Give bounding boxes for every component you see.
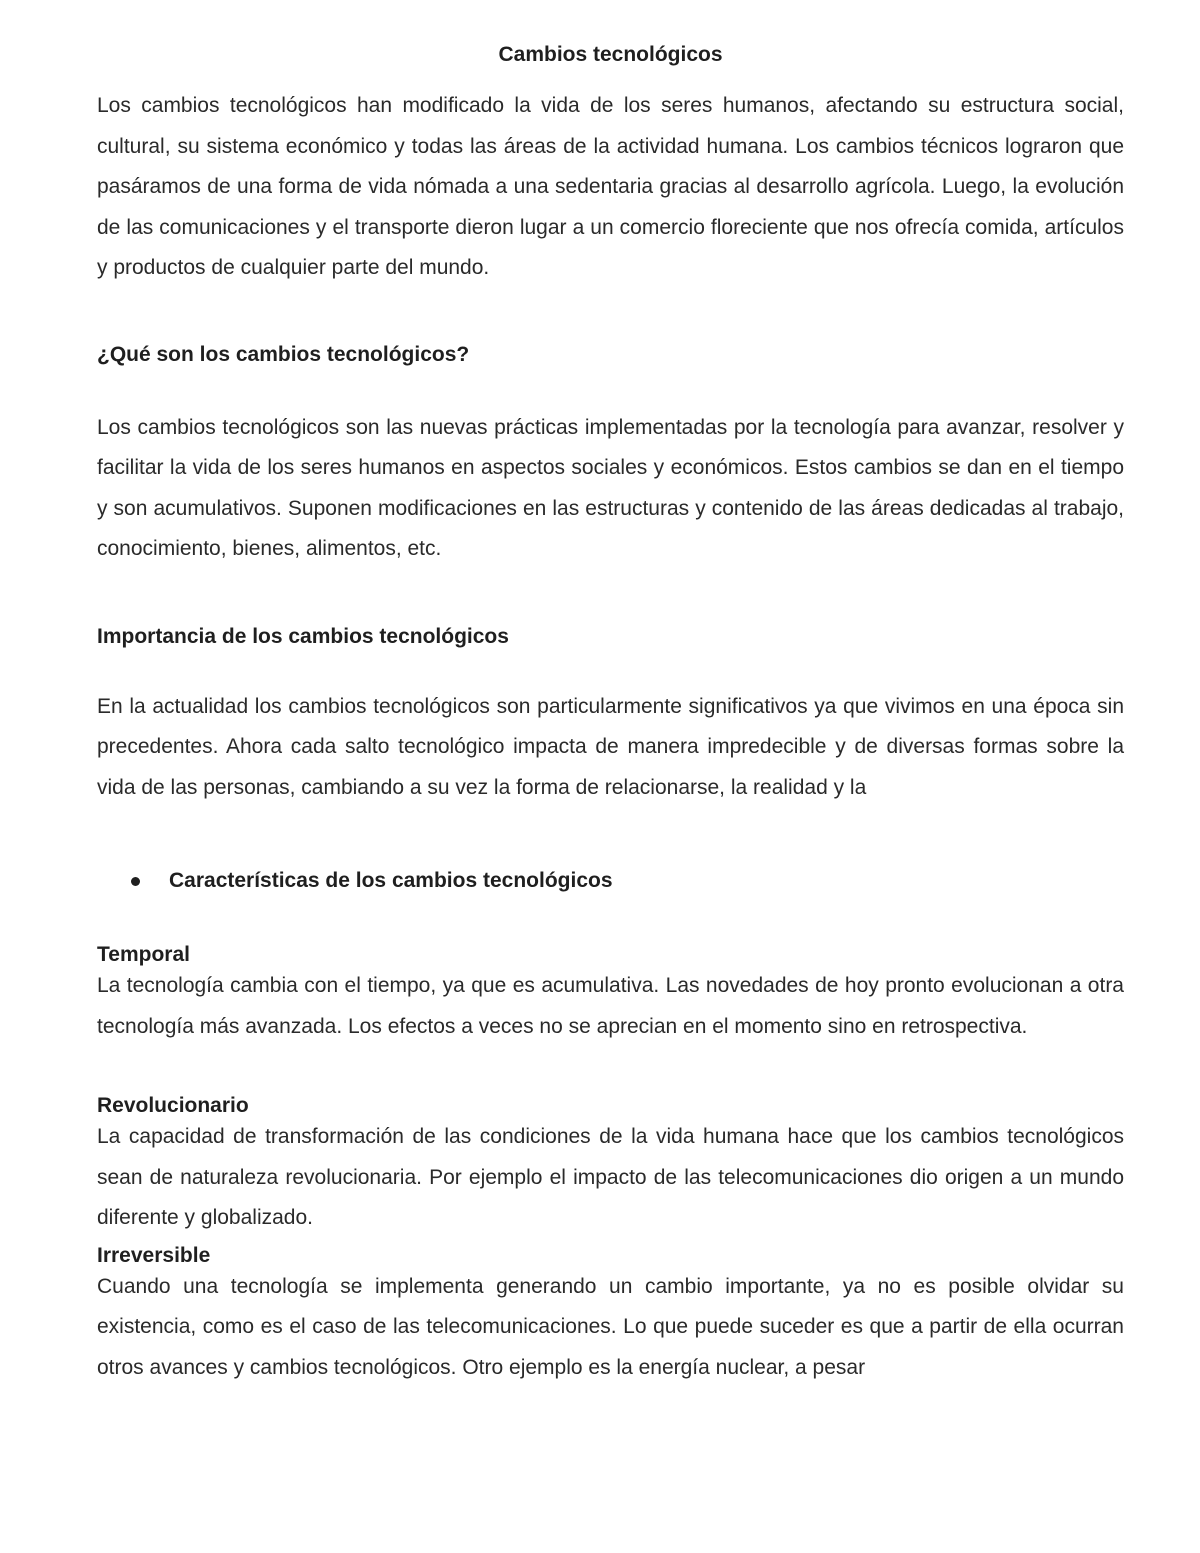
- document-page: [97, 40, 1124, 1388]
- subheading-temporal: Temporal: [97, 943, 190, 966]
- section-paragraph-what-are: Los cambios tecnológicos son las nuevas prácticas implementadas por la tecnología para avanzar, resolver y facilitar la vida de los seres humanos en aspectos sociales y económicos. Estos cambios se dan en el tiempo y son acumulativos. Suponen modificaciones en las estructuras y contenido de las áreas dedicadas al trabajo, conocimiento, bienes, alimentos, etc.: [97, 415, 1124, 560]
- paragraph-temporal: La tecnología cambia con el tiempo, ya que es acumulativa. Las novedades de hoy pronto evolucionan a otra tecnología más avanzada. Los efectos a veces no se aprecian en el momento sino en retrospectiva.: [97, 974, 1124, 1038]
- bullet-icon: [131, 877, 140, 886]
- section-heading-importance: Importancia de los cambios tecnológicos: [97, 624, 509, 648]
- subheading-revolucionario: Revolucionario: [97, 1094, 249, 1117]
- paragraph-irreversible: Cuando una tecnología se implementa generando un cambio importante, ya no es posible olvidar su existencia, como es el caso de las telecomunicaciones. Lo que puede suceder es que a partir de ella ocurran otros avances y cambios tecnológicos. Otro ejemplo es la energía nuclear, a pesar: [97, 1274, 1124, 1379]
- section-heading-characteristics: Características de los cambios tecnológicos: [169, 869, 613, 892]
- section-paragraph-importance: En la actualidad los cambios tecnológicos son particularmente significativos ya que vivimos en una época sin precedentes. Ahora cada salto tecnológico impacta de manera impredecible y de diversas formas sobre la vida de las personas, cambiando a su vez la forma de relacionarse, la realidad y la: [97, 694, 1124, 799]
- intro-paragraph: Los cambios tecnológicos han modificado la vida de los seres humanos, afectando su estructura social, cultural, su sistema económico y todas las áreas de la actividad humana. Los cambios técnicos lograron que pasáramos de una forma de vida nómada a una sedentaria gracias al desarrollo agrícola. Luego, la evolución de las comunicaciones y el transporte dieron lugar a un comercio floreciente que nos ofrecía comida, artículos y productos de cualquier parte del mundo.: [97, 94, 1124, 279]
- subheading-irreversible: Irreversible: [97, 1243, 211, 1267]
- bullet-list-item: [131, 866, 1124, 896]
- document-title: Cambios tecnológicos: [498, 43, 723, 66]
- paragraph-revolucionario: La capacidad de transformación de las condiciones de la vida humana hace que los cambios tecnológicos sean de naturaleza revolucionaria. Por ejemplo el impacto de las telecomunicaciones dio origen a un mundo diferente y globalizado.: [97, 1125, 1124, 1229]
- section-heading-what-are: ¿Qué son los cambios tecnológicos?: [97, 342, 470, 366]
